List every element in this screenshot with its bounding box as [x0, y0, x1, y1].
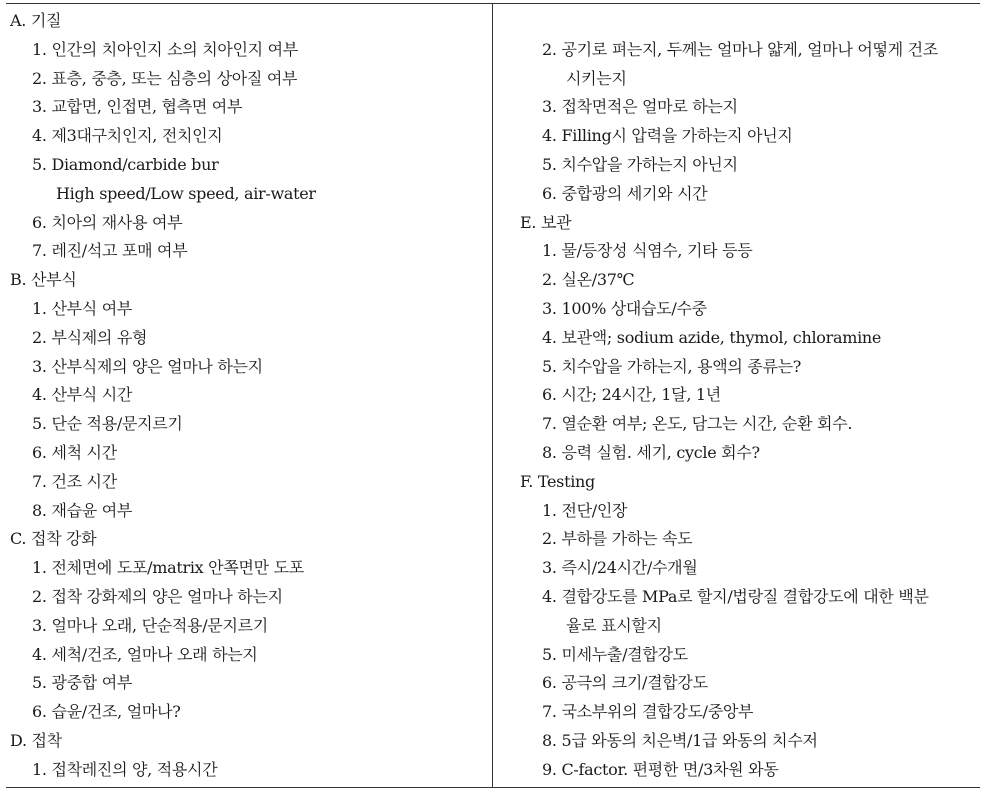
section-heading: F. Testing: [520, 471, 595, 491]
list-item: 1. 물/등장성 식염수, 기타 등등: [542, 241, 753, 261]
list-item: 5. 단순 적용/문지르기: [32, 414, 183, 434]
list-item: 4. Filling시 압력을 가하는지 아닌지: [542, 126, 793, 146]
section-heading: E. 보관: [520, 212, 572, 232]
list-item: 6. 습윤/건조, 얼마나?: [32, 702, 181, 722]
list-item: 9. C-factor. 편평한 면/3차원 와동: [542, 759, 779, 779]
list-item: 7. 건조 시간: [32, 471, 117, 491]
list-item: 2. 접착 강화제의 양은 얼마나 하는지: [32, 586, 283, 606]
list-item: 4. 제3대구치인지, 전치인지: [32, 126, 223, 146]
right-column: [514, 7, 976, 785]
list-item: 2. 표층, 중층, 또는 심층의 상아질 여부: [32, 68, 298, 88]
list-item: 3. 교합면, 인접면, 협측면 여부: [32, 97, 243, 117]
list-item: 6. 치아의 재사용 여부: [32, 212, 183, 232]
list-item-continuation: 시키는지: [566, 68, 627, 88]
list-item: 1. 접착레진의 양, 적용시간: [32, 759, 218, 779]
list-item: 5. Diamond/carbide bur: [32, 154, 219, 174]
list-item: 7. 레진/석고 포매 여부: [32, 241, 188, 261]
list-item: 6. 시간; 24시간, 1달, 1년: [542, 385, 721, 405]
section-heading: A. 기질: [10, 11, 62, 30]
column-divider: [492, 4, 493, 787]
list-item: 2. 부식제의 유형: [32, 327, 148, 347]
list-item: 8. 재습윤 여부: [32, 500, 133, 520]
list-item: 8. 응력 실험. 세기, cycle 회수?: [542, 442, 760, 462]
blank-row: [514, 7, 976, 36]
left-column: [6, 7, 490, 785]
list-item: 4. 산부식 시간: [32, 385, 133, 405]
list-item: 3. 즉시/24시간/수개월: [542, 558, 698, 578]
list-item: 3. 산부식제의 양은 얼마나 하는지: [32, 356, 263, 376]
variables-table: [6, 3, 980, 788]
list-item: 4. 결합강도를 MPa로 할지/법랑질 결합강도에 대한 백분: [542, 586, 929, 606]
list-item: 4. 세척/건조, 얼마나 오래 하는지: [32, 644, 258, 664]
list-item: 3. 얼마나 오래, 단순적용/문지르기: [32, 615, 268, 635]
list-item: 5. 광중합 여부: [32, 673, 133, 693]
list-item: 5. 치수압을 가하는지, 용액의 종류는?: [542, 356, 802, 376]
list-item: 1. 인간의 치아인지 소의 치아인지 여부: [32, 39, 298, 59]
list-item-continuation: 율로 표시할지: [566, 615, 662, 635]
list-item: 7. 열순환 여부; 온도, 담그는 시간, 순환 회수.: [542, 414, 853, 434]
list-item: 6. 공극의 크기/결합강도: [542, 673, 708, 693]
list-item: 5. 미세누출/결합강도: [542, 644, 688, 664]
section-heading: C. 접착 강화: [10, 529, 97, 549]
list-item: 1. 전체면에 도포/matrix 안쪽면만 도포: [32, 558, 304, 578]
list-item-continuation: High speed/Low speed, air-water: [56, 183, 316, 203]
list-item: 7. 국소부위의 결합강도/중앙부: [542, 702, 754, 722]
list-item: 2. 실온/37℃: [542, 270, 635, 290]
list-item: 6. 중합광의 세기와 시간: [542, 183, 708, 203]
list-item: 2. 공기로 펴는지, 두께는 얼마나 얇게, 얼마나 어떻게 건조: [542, 39, 938, 59]
list-item: 4. 보관액; sodium azide, thymol, chloramine: [542, 327, 882, 347]
list-item: 3. 100% 상대습도/수중: [542, 298, 707, 318]
list-item: 3. 접착면적은 얼마로 하는지: [542, 97, 738, 117]
list-item: 8. 5급 와동의 치은벽/1급 와동의 치수저: [542, 730, 818, 750]
section-heading: D. 접착: [10, 730, 62, 750]
list-item: 6. 세척 시간: [32, 442, 117, 462]
section-heading: B. 산부식: [10, 270, 77, 290]
list-item: 1. 산부식 여부: [32, 298, 133, 318]
list-item: 2. 부하를 가하는 속도: [542, 529, 693, 549]
list-item: 5. 치수압을 가하는지 아닌지: [542, 154, 738, 174]
list-item: 1. 전단/인장: [542, 500, 628, 520]
